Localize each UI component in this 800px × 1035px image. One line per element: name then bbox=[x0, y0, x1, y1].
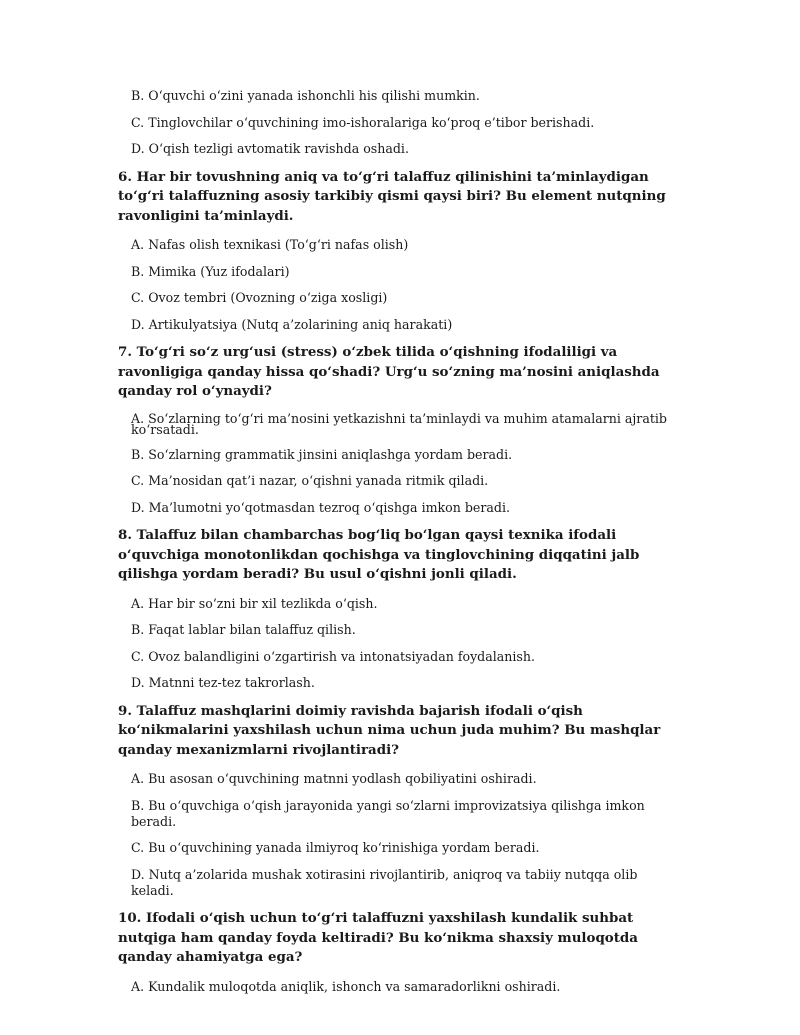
answer-option: D. O‘qish tezligi avtomatik ravishda oshadi. bbox=[131, 141, 409, 156]
question-text: 10. Ifodali o‘qish uchun to‘g‘ri talaffuzni yaxshilash kundalik suhbat nutqiga ham qanday foyda keltiradi? Bu ko‘nikma shaxsiy muloqotda qanday ahamiyatga ega? bbox=[118, 910, 638, 965]
answer-option: C. Bu o‘quvchining yanada ilmiyroq ko‘rinishiga yordam beradi. bbox=[131, 840, 540, 855]
question-text: 7. To‘g‘ri so‘z urg‘usi (stress) o‘zbek tilida o‘qishning ifodaliligi va ravonligiga qanday hissa qo‘shadi? Urg‘u so‘zning ma’nosini aniqlashda qanday rol o‘ynaydi? bbox=[118, 344, 660, 399]
answer-option: D. Matnni tez-tez takrorlash. bbox=[131, 675, 315, 690]
answer-option: B. Mimika (Yuz ifodalari) bbox=[131, 263, 290, 279]
answer-option: B. So‘zlarning grammatik jinsini aniqlashga yordam beradi. bbox=[131, 446, 513, 462]
question-text: 8. Talaffuz bilan chambarchas bog‘liq bo‘lgan qaysi texnika ifodali o‘quvchiga monotonlikdan qochishga va tinglovchining diqqatini jalb qilishga yordam beradi? Bu usul o‘qishni jonli qiladi. bbox=[118, 527, 640, 582]
question-text: 9. Talaffuz mashqlarini doimiy ravishda bajarish ifodali o‘qish ko‘nikmalarini yaxshilash uchun nima uchun juda muhim? Bu mashqlar qanday mexanizmlarni rivojlantiradi? bbox=[118, 702, 661, 758]
answer-option: A. So‘zlarning to‘g‘ri ma’nosini yetkazishni ta’minlaydi va muhim atamalarni ajratib ko‘rsatadi. bbox=[131, 410, 667, 437]
answer-option: A. Kundalik muloqotda aniqlik, ishonch va samaradorlikni oshiradi. bbox=[131, 978, 561, 994]
answer-option: C. Ma’nosidan qat’i nazar, o‘qishni yanada ritmik qiladi. bbox=[131, 473, 489, 488]
answer-option: A. Nafas olish texnikasi (To‘g‘ri nafas olish) bbox=[131, 237, 409, 252]
answer-option: A. Har bir so‘zni bir xil tezlikda o‘qish. bbox=[131, 595, 378, 611]
answer-option: D. Ma’lumotni yo‘qotmasdan tezroq o‘qishga imkon beradi. bbox=[131, 499, 510, 515]
answer-option: B. Bu o‘quvchiga o‘qish jarayonida yangi so‘zlarni improvizatsiya qilishga imkon beradi. bbox=[131, 797, 645, 829]
answer-option: B. O‘quvchi o‘zini yanada ishonchli his qilishi mumkin. bbox=[131, 88, 480, 103]
question-9 bbox=[118, 702, 670, 899]
answer-option: D. Artikulyatsiya (Nutq a’zolarining aniq harakati) bbox=[131, 316, 453, 332]
question-text: 6. Har bir tovushning aniq va to‘g‘ri talaffuz qilinishini ta’minlaydigan to‘g‘ri talaffuzning asosiy tarkibiy qismi qaysi biri? Bu element nutqning ravonligini ta’minlaydi. bbox=[118, 168, 666, 224]
answer-option: C. Tinglovchilar o‘quvchining imo-ishoralariga ko‘proq e’tibor berishadi. bbox=[131, 114, 595, 130]
question-7 bbox=[118, 343, 670, 516]
answer-option: C. Ovoz tembri (Ovozning o‘ziga xosligi) bbox=[131, 290, 388, 305]
question-6 bbox=[118, 168, 670, 333]
answer-option: C. Ovoz balandligini o‘zgartirish va intonatsiyadan foydalanish. bbox=[131, 648, 536, 664]
carryover-options bbox=[118, 88, 670, 157]
answer-option: B. Faqat lablar bilan talaffuz qilish. bbox=[131, 622, 356, 637]
answer-option: D. Nutq a’zolarida mushak xotirasini rivojlantirib, aniqroq va tabiiy nutqqa olib keladi. bbox=[131, 866, 638, 898]
question-8 bbox=[118, 526, 670, 691]
answer-option: A. Bu asosan o‘quvchining matnni yodlash qobiliyatini oshiradi. bbox=[131, 771, 537, 786]
question-10 bbox=[118, 909, 670, 995]
